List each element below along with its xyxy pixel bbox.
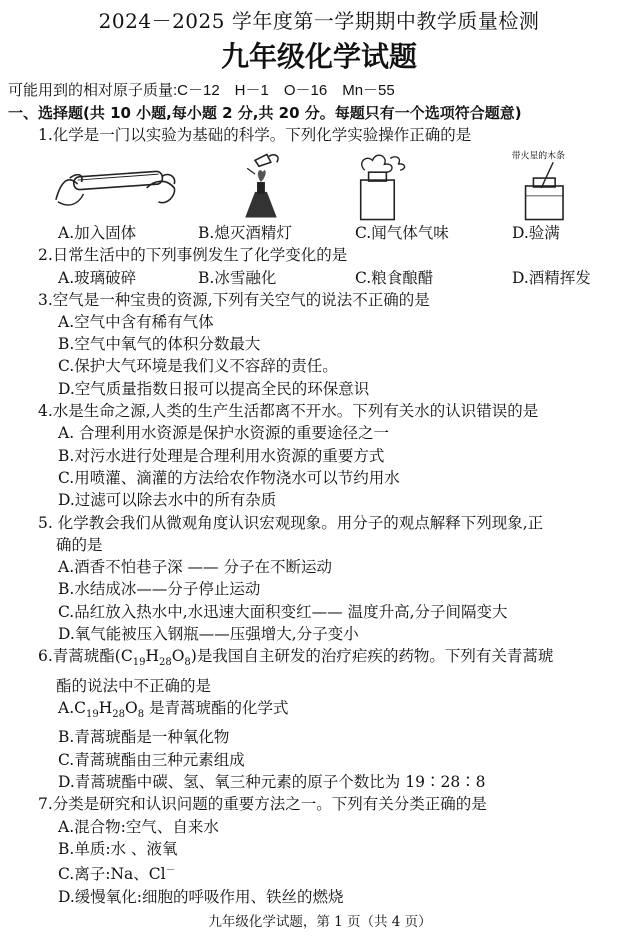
question-5-stem-line2: 确的是 <box>56 535 103 554</box>
option-b[interactable]: B.单质:水 、液氧 <box>58 839 178 858</box>
test-tube-adding-solid-figure <box>48 148 186 222</box>
option-a[interactable]: A.加入固体 <box>58 224 137 243</box>
question-1-stem: 1.化学是一门以实验为基础的科学。下列化学实验操作正确的是 <box>38 126 472 144</box>
option-c-text: C.离子:Na、Cl <box>58 865 166 884</box>
question-1-options <box>8 222 630 244</box>
option-c[interactable]: C.用喷灌、滴灌的方法给农作物浇水可以节约用水 <box>58 468 400 487</box>
option-c[interactable]: C.品红放入热水中,水迅速大面积变红—— 温度升高,分子间隔变大 <box>58 602 508 621</box>
option-b[interactable]: B.空气中氧气的体积分数最大 <box>58 335 261 354</box>
option-d[interactable]: D.验满 <box>512 224 560 243</box>
alcohol-lamp-blowing-figure <box>186 148 339 222</box>
question-4 <box>8 400 630 511</box>
option-c[interactable]: C.保护大气环境是我们义不容辞的责任。 <box>58 357 338 376</box>
element-h: H <box>98 699 113 718</box>
subscript-o: 8 <box>184 657 191 669</box>
subscript-c: 19 <box>132 657 146 669</box>
option-a[interactable]: A.玻璃破碎 <box>58 268 137 287</box>
question-4-stem: 4.水是生命之源,人类的生产生活都离不开水。下列有关水的认识错误的是 <box>38 402 539 421</box>
question-5-stem-line1: 5. 化学教会我们从微观角度认识宏观现象。用分子的观点解释下列现象,正 <box>38 513 544 532</box>
question-1-figures <box>8 148 630 222</box>
question-2-options <box>8 267 630 289</box>
glowing-splint-label: 带火星的木条 <box>511 151 565 162</box>
subscript-h: 28 <box>112 709 125 721</box>
option-b[interactable]: B.熄灭酒精灯 <box>198 224 292 243</box>
question-3 <box>8 289 630 400</box>
page-title: 九年级化学试题 <box>220 40 417 73</box>
option-b[interactable]: B.对污水进行处理是合理利用水资源的重要方式 <box>58 446 385 465</box>
option-b[interactable]: B.冰雪融化 <box>198 268 277 287</box>
question-2-stem: 2.日常生活中的下列事例发生了化学变化的是 <box>38 246 348 265</box>
subscript-h: 28 <box>158 657 172 669</box>
option-a[interactable]: A.空气中含有稀有气体 <box>58 312 214 331</box>
option-a[interactable]: A.混合物:空气、自来水 <box>58 817 219 836</box>
question-7-stem: 7.分类是研究和认识问题的重要方法之一。下列有关分类正确的是 <box>38 795 487 814</box>
question-5 <box>8 512 630 646</box>
option-a-text: 是青蒿琥酯的化学式 <box>144 699 289 718</box>
subscript-c: 19 <box>85 709 99 721</box>
option-b[interactable]: B.青蒿琥酯是一种氧化物 <box>58 728 230 747</box>
relative-atomic-masses: 可能用到的相对原子质量:C－12 H－1 O－16 Mn－55 <box>8 82 395 99</box>
option-c[interactable] <box>8 860 630 885</box>
smelling-gas-figure <box>339 148 492 222</box>
question-7 <box>8 793 630 908</box>
option-d[interactable]: D.青蒿琥酯中碳、氢、氧三种元素的原子个数比为 19∶28∶8 <box>58 773 486 792</box>
stem-text: 6.青蒿琥酯(C <box>38 647 133 666</box>
question-2 <box>8 244 630 288</box>
option-a[interactable]: A. 合理利用水资源是保护水资源的重要途径之一 <box>58 424 390 443</box>
option-d[interactable]: D.空气质量指数日报可以提高全民的环保意识 <box>58 379 370 398</box>
option-c[interactable]: C.青蒿琥酯由三种元素组成 <box>58 750 245 769</box>
question-3-stem: 3.空气是一种宝贵的资源,下列有关空气的说法不正确的是 <box>38 290 430 309</box>
element-h: H <box>145 647 159 666</box>
subscript-o: 8 <box>137 709 145 721</box>
section-heading-choice: 一、选择题(共 10 小题,每小题 2 分,共 20 分。每题只有一个选项符合题意) <box>8 104 522 122</box>
option-a[interactable] <box>8 697 630 726</box>
option-a-text: A.C <box>58 699 86 718</box>
gas-full-test-figure <box>492 148 630 222</box>
option-d[interactable]: D.酒精挥发 <box>512 268 591 287</box>
question-1 <box>8 124 630 244</box>
option-d[interactable]: D.过滤可以除去水中的所有杂质 <box>58 491 277 510</box>
option-d[interactable]: D.氧气能被压入钢瓶——压强增大,分子变小 <box>58 625 359 644</box>
option-c[interactable]: C.粮食酿醋 <box>355 268 434 287</box>
option-a[interactable]: A.酒香不怕巷子深 —— 分子在不断运动 <box>58 558 332 577</box>
page-footer: 九年级化学试题，第 1 页（共 4 页） <box>208 914 432 930</box>
question-6-stem-line1 <box>8 645 630 674</box>
element-o: O <box>124 699 138 718</box>
element-o: O <box>171 647 185 666</box>
question-6 <box>8 645 630 793</box>
option-c[interactable]: C.闻气体气味 <box>355 224 449 243</box>
option-b[interactable]: B.水结成冰——分子停止运动 <box>58 580 261 599</box>
question-6-stem-line2: 酯的说法中不正确的是 <box>56 676 212 695</box>
superscript-charge: － <box>165 865 176 877</box>
stem-text: )是我国自主研发的治疗疟疾的药物。下列有关青蒿琥 <box>190 647 554 666</box>
option-d[interactable]: D.缓慢氧化:细胞的呼吸作用、铁丝的燃烧 <box>58 887 344 906</box>
exam-header: 2024－2025 学年度第一学期期中教学质量检测 <box>98 9 540 33</box>
